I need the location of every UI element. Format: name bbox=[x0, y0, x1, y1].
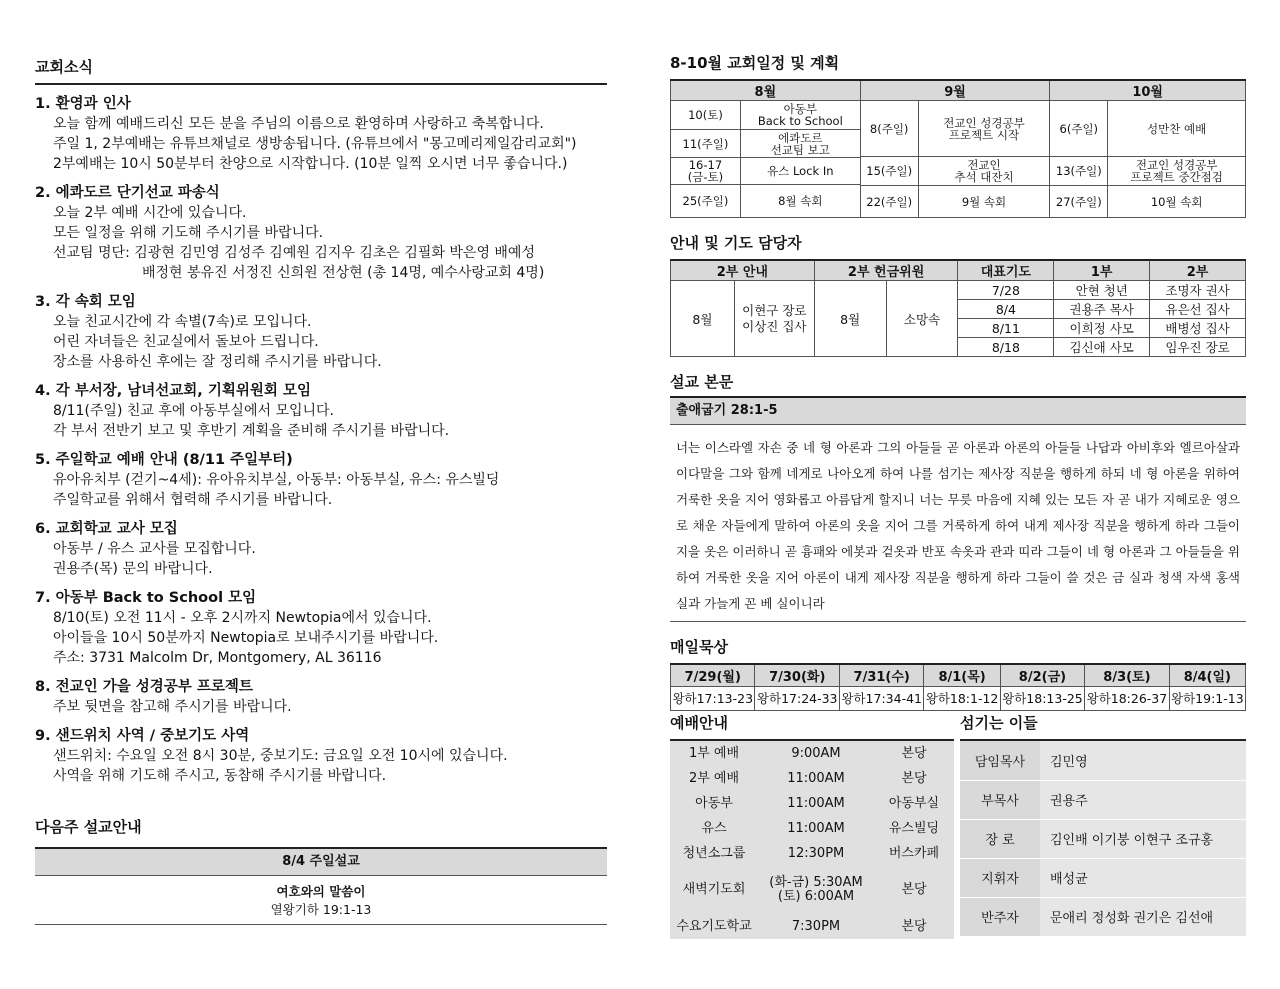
worship-time: 7:30PM bbox=[791, 918, 841, 934]
devotion-day: 8/1(목) bbox=[924, 664, 1000, 686]
schedule-date: 22(주일) bbox=[860, 186, 918, 218]
schedule-date: 8(주일) bbox=[860, 101, 918, 157]
schedule-date: 13(주일) bbox=[1050, 157, 1108, 186]
servant-role: 부목사 bbox=[960, 780, 1040, 819]
news-item-line: 사역을 위해 기도해 주시고, 동참해 주시기를 바랍니다. bbox=[53, 768, 387, 784]
news-item-line: 장소를 사용하신 후에는 잘 정리해 주시기를 바랍니다. bbox=[53, 354, 382, 370]
worship-panel bbox=[670, 712, 954, 939]
servant-row bbox=[960, 819, 1246, 858]
prayer-second: 배병성 집사 bbox=[1150, 319, 1246, 338]
prayer-first: 이희정 사모 bbox=[1054, 319, 1150, 338]
worship-row bbox=[670, 866, 954, 914]
servant-row bbox=[960, 741, 1246, 780]
news-item-line: 어린 자녀들은 친교실에서 돌보아 드립니다. bbox=[53, 334, 319, 350]
news-item-title: 6. 교회학교 교사 모집 bbox=[35, 521, 178, 537]
schedule-table bbox=[670, 79, 1246, 218]
worship-time: 11:00AM bbox=[787, 770, 845, 786]
news-section-title: 교회소식 bbox=[35, 56, 607, 85]
news-item bbox=[35, 95, 607, 174]
prayer-second: 유은선 집사 bbox=[1150, 300, 1246, 319]
schedule-event: 아동부 Back to School bbox=[740, 101, 860, 130]
schedule-date: 10(토) bbox=[671, 101, 741, 130]
news-item-line: 주보 뒷면을 참고해 주시기를 바랍니다. bbox=[53, 699, 292, 715]
schedule-event: 유스 Lock In bbox=[740, 158, 860, 185]
prayer-date: 7/28 bbox=[958, 281, 1054, 300]
news-item-line: 유아유치부 (걷기~4세): 유아유치부실, 아동부: 아동부실, 유스: 유스빌딩 bbox=[53, 472, 500, 488]
devotion-reading: 왕하18:13-25 bbox=[1000, 686, 1084, 710]
schedule-event: 9월 속회 bbox=[918, 186, 1050, 218]
worship-table bbox=[670, 741, 954, 939]
servant-names: 권용주 bbox=[1040, 780, 1246, 819]
news-item-title: 9. 샌드위치 사역 / 중보기도 사역 bbox=[35, 728, 250, 744]
worship-title: 예배안내 bbox=[670, 714, 728, 732]
servant-row bbox=[960, 897, 1246, 936]
worship-name: 청년소그룹 bbox=[682, 845, 746, 861]
worship-time: 9:00AM bbox=[791, 745, 841, 761]
news-item-title: 4. 각 부서장, 남녀선교회, 기획위원회 모임 bbox=[35, 383, 311, 399]
schedule-title: 8-10월 교회일정 및 계획 bbox=[670, 54, 840, 72]
news-item-line: 오늘 함께 예배드리신 모든 분을 주님의 이름으로 환영하며 사랑하고 축복합니다. bbox=[53, 116, 544, 132]
next-sermon-header: 8/4 주일설교 bbox=[35, 847, 607, 876]
servant-row bbox=[960, 858, 1246, 897]
devotion-table bbox=[670, 663, 1246, 711]
news-item bbox=[35, 293, 607, 372]
news-item-line: 권용주(목) 문의 바랍니다. bbox=[53, 561, 213, 577]
devotion-reading: 왕하17:13-23 bbox=[671, 686, 755, 710]
duty-title: 안내 및 기도 담당자 bbox=[670, 234, 802, 252]
news-item-title: 7. 아동부 Back to School 모임 bbox=[35, 590, 257, 606]
sermon-text-title: 설교 본문 bbox=[670, 373, 734, 391]
duty-header-first: 1부 bbox=[1054, 260, 1150, 281]
news-item bbox=[35, 382, 607, 441]
servant-role: 반주자 bbox=[960, 897, 1040, 936]
duty-header-usher: 2부 안내 bbox=[671, 260, 815, 281]
servant-role: 장 로 bbox=[960, 819, 1040, 858]
schedule-date: 25(주일) bbox=[671, 185, 741, 218]
worship-place: 본당 bbox=[901, 882, 927, 897]
news-item-line: 주일 1, 2부예배는 유튜브채널로 생방송됩니다. (유튜브에서 "몽고메리제일감리교회") bbox=[53, 136, 577, 152]
devotion-reading: 왕하18:26-37 bbox=[1085, 686, 1169, 710]
schedule-event: 에콰도르 선교팀 보고 bbox=[740, 130, 860, 158]
servants-title: 섬기는 이들 bbox=[960, 714, 1038, 732]
devotion-title: 매일묵상 bbox=[670, 638, 728, 656]
news-item-line: 모든 일정을 위해 기도해 주시기를 바랍니다. bbox=[53, 225, 324, 241]
prayer-second: 조명자 권사 bbox=[1150, 281, 1246, 300]
devotion-reading: 왕하18:1-12 bbox=[924, 686, 1000, 710]
news-item-line: 아동부 / 유스 교사를 모집합니다. bbox=[53, 541, 256, 557]
news-item bbox=[35, 451, 607, 510]
schedule-date: 16-17 (금-토) bbox=[671, 158, 741, 185]
prayer-first: 안현 청년 bbox=[1054, 281, 1150, 300]
duty-header-prayer: 대표기도 bbox=[958, 260, 1054, 281]
schedule-event: 성만찬 예배 bbox=[1108, 101, 1246, 157]
worship-name: 2부 예배 bbox=[688, 770, 740, 786]
servant-names: 김민영 bbox=[1040, 741, 1246, 780]
next-sermon-box bbox=[35, 847, 607, 925]
month-header-sep: 9월 bbox=[860, 80, 1050, 101]
news-item-line: 오늘 친교시간에 각 속별(7속)로 모입니다. bbox=[53, 314, 312, 330]
worship-name: 1부 예배 bbox=[688, 745, 740, 761]
news-item-line: 2부예배는 10시 50분부터 찬양으로 시작합니다. (10분 일찍 오시면 너무 좋습니다.) bbox=[53, 156, 568, 172]
worship-place: 아동부실 bbox=[888, 795, 940, 811]
prayer-second: 임우진 장로 bbox=[1150, 338, 1246, 357]
devotion-day: 7/30(화) bbox=[755, 664, 839, 686]
worship-name: 유스 bbox=[701, 820, 727, 836]
devotion-reading: 왕하19:1-13 bbox=[1169, 686, 1245, 710]
duty-table bbox=[670, 259, 1246, 357]
prayer-first: 김신애 사모 bbox=[1054, 338, 1150, 357]
worship-place: 유스빌딩 bbox=[888, 820, 940, 836]
devotion-day: 7/29(월) bbox=[671, 664, 755, 686]
news-item-line: 선교팀 명단: 김광현 김민영 김성주 김예원 김지우 김초은 김필화 박은영 배예성 bbox=[53, 245, 535, 261]
servant-role: 담임목사 bbox=[960, 741, 1040, 780]
church-news-column bbox=[35, 0, 607, 925]
worship-name: 새벽기도회 bbox=[682, 882, 746, 897]
servant-names: 김인배 이기붕 이현구 조규홍 bbox=[1040, 819, 1246, 858]
devotion-reading: 왕하17:24-33 bbox=[755, 686, 839, 710]
worship-time: (화-금) 5:30AM (토) 6:00AM bbox=[769, 875, 863, 904]
offering-month: 8월 bbox=[814, 281, 886, 357]
worship-row bbox=[670, 914, 954, 939]
schedule-date: 11(주일) bbox=[671, 130, 741, 158]
sermon-reference: 출애굽기 28:1-5 bbox=[670, 396, 1246, 425]
servant-names: 문애리 정성화 권기은 김선애 bbox=[1040, 897, 1246, 936]
bulletin-right-column bbox=[670, 0, 1246, 934]
worship-time: 11:00AM bbox=[787, 820, 845, 836]
prayer-date: 8/11 bbox=[958, 319, 1054, 338]
duty-header-offering: 2부 헌금위원 bbox=[814, 260, 958, 281]
next-sermon-title-text: 여호와의 말씀이 bbox=[276, 884, 366, 899]
news-item bbox=[35, 727, 607, 786]
worship-row bbox=[670, 816, 954, 841]
news-item-title: 2. 에콰도르 단기선교 파송식 bbox=[35, 185, 220, 201]
prayer-first: 권용주 목사 bbox=[1054, 300, 1150, 319]
worship-row bbox=[670, 766, 954, 791]
servants-panel bbox=[960, 712, 1246, 937]
offering-group: 소망속 bbox=[886, 281, 958, 357]
news-item-line: 8/10(토) 오전 11시 - 오후 2시까지 Newtopia에서 있습니다. bbox=[53, 610, 432, 626]
worship-place: 본당 bbox=[901, 770, 927, 786]
schedule-date: 15(주일) bbox=[860, 157, 918, 186]
servant-row bbox=[960, 780, 1246, 819]
news-item-line: 배정현 봉유진 서정진 신희원 전상현 (총 14명, 예수사랑교회 4명) bbox=[53, 265, 545, 281]
news-item-title: 1. 환영과 인사 bbox=[35, 96, 131, 112]
news-item-line: 각 부서 전반기 보고 및 후반기 계획을 준비해 주시기를 바랍니다. bbox=[53, 423, 450, 439]
news-item bbox=[35, 678, 607, 717]
worship-place: 본당 bbox=[901, 918, 927, 934]
sermon-body: 너는 이스라엘 자손 중 네 형 아론과 그의 아들들 곧 아론과 아론의 아들들 나답과 아비후와 엘르아살과 이다말을 그와 함께 네게로 나아오게 하여 나를 섬기는 제사장 직분을 행하게 하되 네 형 아론을 위하여 거룩한 옷을 지어 영화롭고 아름답게 할지니 너는 무릇 마음에 지혜 있는 모든 자 곧 내가 지혜로운 영으로 채운 자들에게 말하여 아론의 옷을 지어 그를 거룩하게 하여 내게 제사장 직분을 행하게 하라 그들이 지을 옷은 이러하니 곧 흉패와 에봇과 겉옷과 반포 속옷과 관과 띠라 그들이 네 형 아론과 그 아들들을 위하여 거룩한 옷을 지어 아론이 내게 제사장 직분을 행하게 하라 그들이 쓸 것은 금 실과 청색 자색 홍색 실과 가늘게 꼰 베 실이니라 bbox=[670, 425, 1246, 622]
next-sermon-title: 다음주 설교안내 bbox=[35, 818, 142, 836]
next-sermon-scripture: 열왕기하 19:1-13 bbox=[35, 900, 607, 925]
news-list bbox=[35, 95, 607, 786]
servant-role: 지휘자 bbox=[960, 858, 1040, 897]
schedule-date: 6(주일) bbox=[1050, 101, 1108, 157]
news-item-line: 주일학교를 위해서 협력해 주시기를 바랍니다. bbox=[53, 492, 333, 508]
worship-name: 아동부 bbox=[695, 795, 733, 811]
worship-place: 버스카페 bbox=[888, 845, 940, 861]
news-item bbox=[35, 184, 607, 283]
news-item-title: 8. 전교인 가을 성경공부 프로젝트 bbox=[35, 679, 253, 695]
worship-row bbox=[670, 741, 954, 766]
news-item bbox=[35, 520, 607, 579]
worship-row bbox=[670, 791, 954, 816]
devotion-day: 7/31(수) bbox=[839, 664, 923, 686]
worship-time: 11:00AM bbox=[787, 795, 845, 811]
news-item-line: 오늘 2부 예배 시간에 있습니다. bbox=[53, 205, 247, 221]
month-header-aug: 8월 bbox=[671, 80, 861, 101]
worship-place: 본당 bbox=[901, 745, 927, 761]
devotion-day: 8/3(토) bbox=[1085, 664, 1169, 686]
usher-names: 이현구 장로 이상진 집사 bbox=[734, 281, 814, 357]
devotion-day: 8/4(일) bbox=[1169, 664, 1245, 686]
prayer-date: 8/4 bbox=[958, 300, 1054, 319]
duty-header-second: 2부 bbox=[1150, 260, 1246, 281]
devotion-reading: 왕하17:34-41 bbox=[839, 686, 923, 710]
schedule-event: 10월 속회 bbox=[1108, 186, 1246, 218]
schedule-event: 전교인 성경공부 프로젝트 중간점검 bbox=[1108, 157, 1246, 186]
news-item-line: 샌드위치: 수요일 오전 8시 30분, 중보기도: 금요일 오전 10시에 있습니다. bbox=[53, 748, 508, 764]
schedule-event: 8월 속회 bbox=[740, 185, 860, 218]
schedule-date: 27(주일) bbox=[1050, 186, 1108, 218]
schedule-event: 전교인 추석 대잔치 bbox=[918, 157, 1050, 186]
worship-row bbox=[670, 841, 954, 866]
prayer-date: 8/18 bbox=[958, 338, 1054, 357]
news-item-line: 주소: 3731 Malcolm Dr, Montgomery, AL 36116 bbox=[53, 650, 382, 666]
servants-table bbox=[960, 741, 1246, 937]
news-item-title: 3. 각 속회 모임 bbox=[35, 294, 136, 310]
month-header-oct: 10월 bbox=[1050, 80, 1246, 101]
news-item-line: 8/11(주일) 친교 후에 아동부실에서 모입니다. bbox=[53, 403, 334, 419]
devotion-day: 8/2(금) bbox=[1000, 664, 1084, 686]
usher-month: 8월 bbox=[671, 281, 735, 357]
worship-time: 12:30PM bbox=[787, 845, 845, 861]
schedule-event: 전교인 성경공부 프로젝트 시작 bbox=[918, 101, 1050, 157]
servant-names: 배성균 bbox=[1040, 858, 1246, 897]
news-item-title: 5. 주일학교 예배 안내 (8/11 주일부터) bbox=[35, 452, 293, 468]
news-item bbox=[35, 589, 607, 668]
news-item-line: 아이들을 10시 50분까지 Newtopia로 보내주시기를 바랍니다. bbox=[53, 630, 439, 646]
worship-name: 수요기도학교 bbox=[676, 918, 752, 934]
